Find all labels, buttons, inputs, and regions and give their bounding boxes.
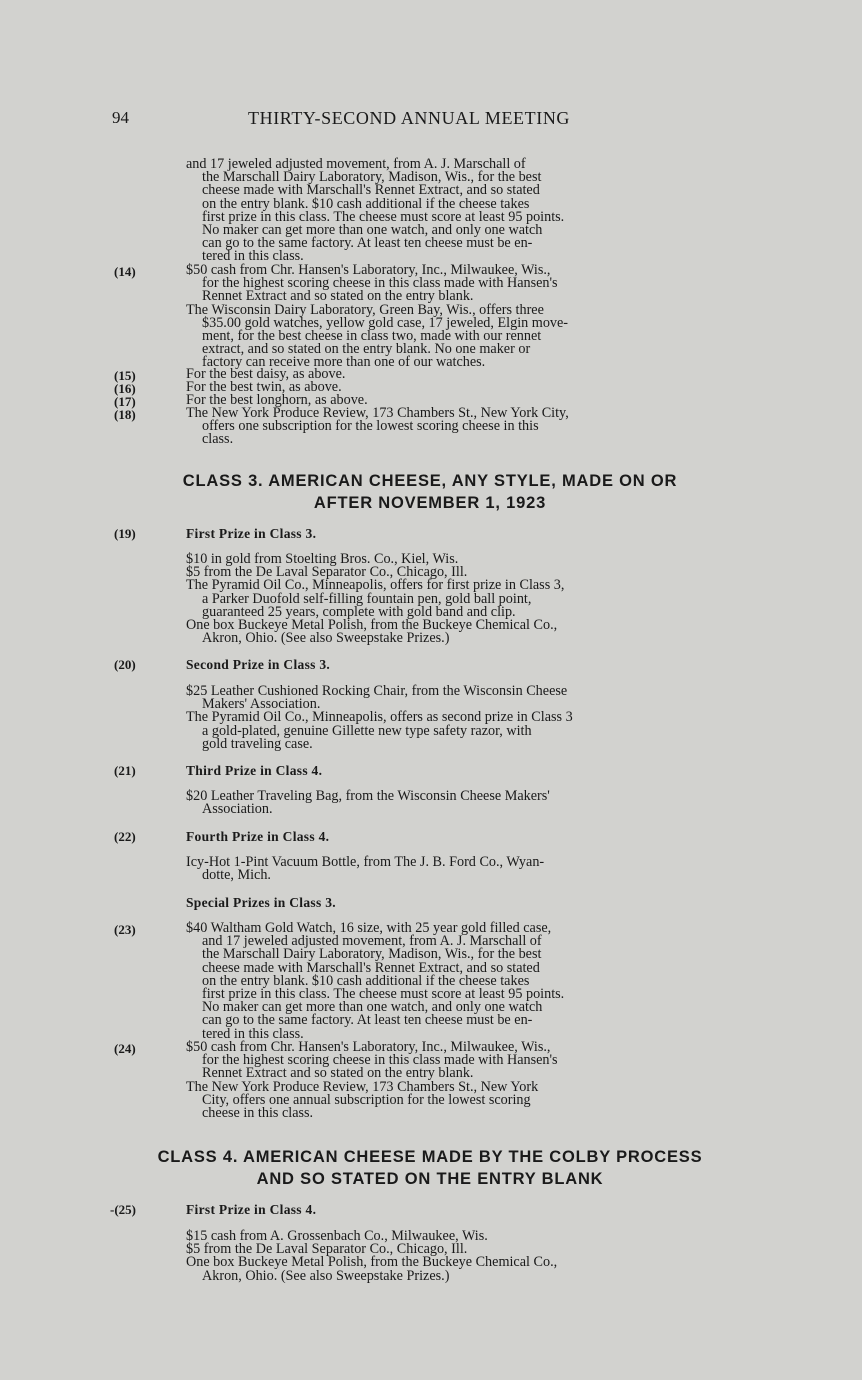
continuation-paragraph: and 17 jeweled adjusted movement, from A. J. Marschall of the Marschall Dairy Laboratory, Madison, Wis., for the best cheese made with Marschall's Rennet Extract, and so stated on the entry blank. $10 cash additional if the cheese takes first prize in this class. The cheese must score at least 95 points. No maker can get more than one watch, and only one watch can go to the same factory. At least ten cheese must be en- tered in this class. bbox=[186, 156, 565, 265]
running-header bbox=[112, 108, 612, 132]
prize-item-25-heading: -(25) First Prize in Class 4. bbox=[110, 1202, 317, 1217]
class-3-heading: CLASS 3. AMERICAN CHEESE, ANY STYLE, MADE ON OR AFTER NOVEMBER 1, 1923 bbox=[182, 472, 678, 512]
prize-item-20-heading: (20) Second Prize in Class 3. bbox=[114, 657, 331, 672]
prize-item-21-body: $20 Leather Traveling Bag, from the Wisconsin Cheese Makers' Association. bbox=[186, 788, 550, 818]
prize-item-21-heading: (21) Third Prize in Class 4. bbox=[114, 763, 323, 778]
prize-item-22-body: Icy-Hot 1-Pint Vacuum Bottle, from The J. B. Ford Co., Wyan- dotte, Mich. bbox=[186, 854, 545, 884]
class-4-heading: CLASS 4. AMERICAN CHEESE MADE BY THE COLBY PROCESS AND SO STATED ON THE ENTRY BLANK bbox=[157, 1148, 703, 1188]
prize-item-20-body: $25 Leather Cushioned Rocking Chair, from the Wisconsin Cheese Makers' Association. The Pyramid Oil Co., Minneapolis, offers as second prize in Class 3 a gold-plated, genuine Gillette new type safety razor, with gold traveling case. bbox=[186, 683, 573, 752]
prize-item-22-heading: (22) Fourth Prize in Class 4. bbox=[114, 829, 330, 844]
page-number: 94 bbox=[112, 108, 129, 127]
special-prizes-heading: Special Prizes in Class 3. bbox=[186, 895, 336, 910]
page-title: THIRTY-SECOND ANNUAL MEETING bbox=[248, 108, 571, 128]
prize-item-19-heading: (19) First Prize in Class 3. bbox=[114, 526, 317, 541]
document-page: 94 THIRTY-SECOND ANNUAL MEETING and 17 jeweled adjusted movement, from A. J. Marschall of the Marschall Dairy Laboratory, Madison, Wis., for the best cheese made with Marschall's Rennet Extract, and so stated on the entry blank. $10 cash additional if the cheese takes first prize in this class. The cheese must score at least 95 points. No maker can get more than one watch, and only one watch can go to the same factory. At least ten cheese must be en- tered in this class. (14) $50 cash from Chr. Hansen's Laboratory, Inc., Milwaukee, Wis., for the highest scoring cheese in this class made with Hansen's Rennet Extract and so stated on the entry blank. The Wisconsin Dairy Laboratory, Green Bay, Wis., offers three $35.00 gold watches, yellow gold case, 17 jeweled, Elgin move- ment, for the best cheese in class two, made with our rennet extract, and so stated on the entry blank. No one maker or factory can receive more than one of our watches. (15) For the best daisy, as above. (16) For the best twin, as above. (17) For the best longhorn, as above. (18) The New York Produce Review, 173 Chambers St., New York City, offers one subscription for the lowest scoring cheese in this class. CLASS 3. AMERICAN CHEESE, ANY STYLE, MADE ON OR AFTER NOVEMBER 1, 1923 (19) First Prize in Class 3. $10 in gold from Stoelting Bros. Co., Kiel, Wis. $5 from the De Laval Separator Co., Chicago, Ill. The Pyramid Oil Co., Minneapolis, offers for first prize in Class 3, a Parker Duofold self-filling fountain pen, gold ball point, guaranteed 25 years, complete with gold band and clip. One box Buckeye Metal Polish, from the Buckeye Chemical Co., Akron, Ohio. (See also Sweepstake Prizes.) (20) Second Prize in Class 3. $25 Leather Cushioned Rocking Chair, from the Wisconsin Cheese Makers' Association. The Pyramid Oil Co., Minneapolis, offers as second prize in Class 3 a gold-plated, genuine Gillette new type safety razor, with gold traveling case. (21) Third Prize in Class 4. $20 Leather Traveling Bag, from the Wisconsin Cheese Makers' Association. (22) Fourth Prize in Class 4. Icy-Hot 1-Pint Vacuum Bottle, from The J. B. Ford Co., Wyan- dotte, Mich. Special Prizes in Class 3. (23) $40 Waltham Gold Watch, 16 size, with 25 year gold filled case, and 17 jeweled adjusted movement, from A. J. Marschall of the Marschall Dairy Laboratory, Madison, Wis., for the best cheese made with Marschall's Rennet Extract, and so stated on the entry blank. $10 cash additional if the cheese takes first prize in this class. The cheese must score at least 95 points. No maker can get more than one watch, and only one watch can go to the same factory. At least ten cheese must be en- tered in this class. (24) $50 cash from Chr. Hansen's Laboratory, Inc., Milwaukee, Wis., for the highest scoring cheese in this class made with Hansen's Rennet Extract and so stated on the entry blank. The New York Produce Review, 173 Chambers St., New York City, offers one annual subscription for the lowest scoring cheese in this class. CLASS 4. AMERICAN CHEESE MADE BY THE COLBY PROCESS AND SO STATED ON THE ENTRY BLANK -(25) First Prize in Class 4. $15 cash from A. Grossenbach Co., Milwaukee, Wis. $5 from the De Laval Separator Co., Chicago, Ill. One box Buckeye Metal Polish, from the Buckeye Chemical Co., Akron, Ohio. (See also Sweepstake Prizes.) bbox=[0, 0, 862, 1380]
prize-item-19-body: $10 in gold from Stoelting Bros. Co., Kiel, Wis. $5 from the De Laval Separator Co., Chicago, Ill. The Pyramid Oil Co., Minneapolis, offers for first prize in Class 3, a Parker Duofold self-filling fountain pen, gold ball point, guaranteed 25 years, complete with gold band and clip. One box Buckeye Metal Polish, from the Buckeye Chemical Co., Akron, Ohio. (See also Sweepstake Prizes.) bbox=[186, 551, 565, 647]
prize-item-25-body: $15 cash from A. Grossenbach Co., Milwaukee, Wis. $5 from the De Laval Separator Co., Chicago, Ill. One box Buckeye Metal Polish, from the Buckeye Chemical Co., Akron, Ohio. (See also Sweepstake Prizes.) bbox=[186, 1228, 558, 1284]
